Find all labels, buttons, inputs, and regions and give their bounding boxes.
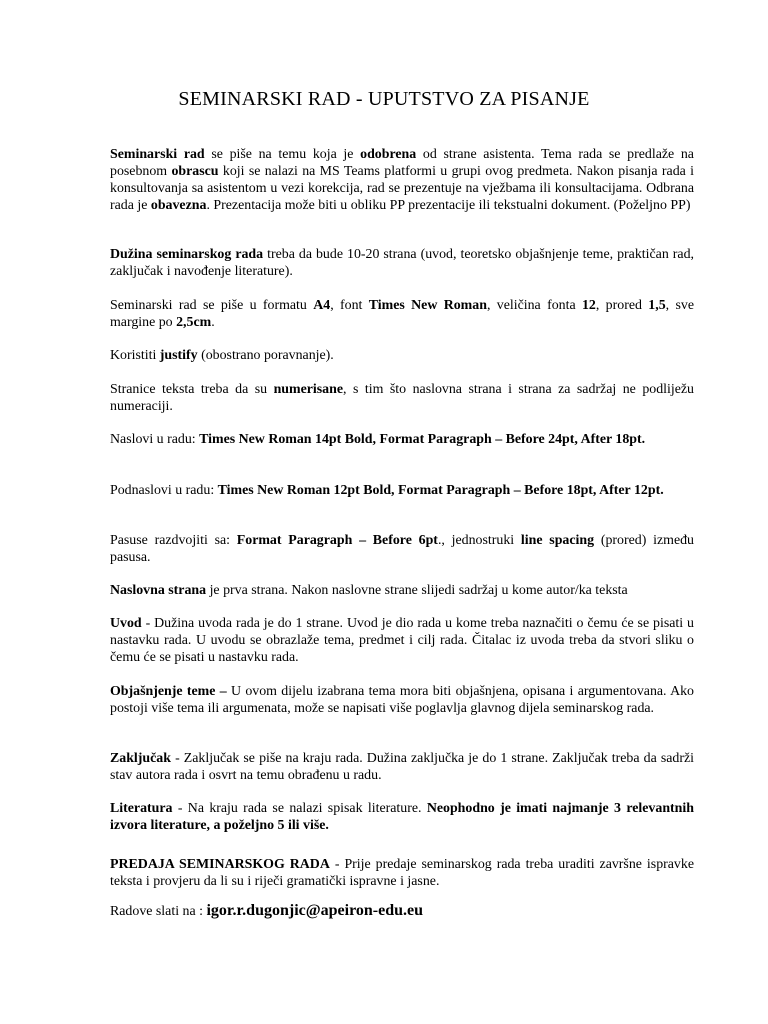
- text-run: se piše na temu koja je: [204, 147, 361, 162]
- submission-label: Radove slati na :: [110, 904, 207, 919]
- text-run: Podnaslovi u radu:: [110, 483, 218, 498]
- text-run: - Na kraju rada se nalazi spisak literature.: [172, 801, 427, 816]
- text-run: treba da bude 10-20 strana (uvod, teoretsko objašnjenje teme, praktičan rad, zaključak i navođenje literature).: [110, 247, 694, 279]
- text-run: , veličina fonta: [486, 298, 582, 313]
- text-run: , font: [330, 298, 369, 313]
- paragraph-submission: [110, 856, 694, 890]
- paragraph-length: [110, 246, 694, 280]
- text-run: - Zaključak se piše na kraju rada. Dužina zaključka je do 1 strane. Zaključak treba da sadrži stav autora rada i osvrt na temu obrađenu u radu.: [110, 751, 694, 783]
- text-run: - Prije predaje seminarskog rada treba uraditi završne ispravke teksta i provjeru da li su i riječi gramatički ispravne i jasne.: [110, 857, 694, 889]
- paragraph-intro: [110, 146, 694, 214]
- text-run: .: [211, 315, 215, 330]
- paragraph-headings: [110, 431, 694, 448]
- text-run: (obostrano poravnanje).: [197, 348, 334, 363]
- text-run: Seminarski rad: [110, 147, 205, 162]
- text-run: od strane asistenta. Tema rada se predlaže na posebnom: [110, 147, 694, 179]
- text-run: line spacing: [520, 533, 595, 548]
- text-run: 1,5: [648, 298, 666, 313]
- submission-line: [110, 902, 694, 920]
- paragraph-subheadings: [110, 482, 694, 499]
- text-run: Naslovna strana: [110, 583, 207, 598]
- text-run: Pasuse razdvojiti sa:: [110, 533, 237, 548]
- text-run: Format Paragraph – Before 6pt: [236, 533, 438, 548]
- text-run: Dužina seminarskog rada: [110, 247, 264, 262]
- paragraph-topic-explanation: [110, 683, 694, 717]
- paragraph-numbering: [110, 381, 694, 415]
- text-run: - Dužina uvoda rada je do 1 strane. Uvod je dio rada u kome treba naznačiti o čemu će se pisati u nastavku rada. U uvodu se obrazlaže tema, predmet i cilj rada. Čitalac iz uvoda treba da stvori sliku o čemu će se pisati u nastavku rada.: [110, 616, 694, 665]
- text-run: (prored) između pasusa.: [110, 533, 694, 565]
- text-run: obavezna: [150, 198, 207, 213]
- text-run: Times New Roman: [368, 298, 487, 313]
- text-run: koji se nalazi na MS Teams platformi u grupi ovog predmeta. Nakon pisanja rada i konsultovanja sa asistentom u vezi korekcija, rad se prezentuje na vježbama ili konsultacijama. Odbrana rada je: [110, 164, 694, 213]
- text-run: PREDAJA SEMINARSKOG RADA: [110, 857, 330, 872]
- text-run: 12: [581, 298, 596, 313]
- text-run: Times New Roman 14pt Bold, Format Paragraph – Before 24pt, After 18pt.: [199, 432, 646, 447]
- paragraph-literature: [110, 800, 694, 834]
- text-run: –: [215, 684, 231, 699]
- text-run: , s tim što naslovna strana i strana za sadržaj ne podliježu numeraciji.: [110, 382, 695, 414]
- text-run: Koristiti: [110, 348, 160, 363]
- document-title: SEMINARSKI RAD - UPUTSTVO ZA PISANJE: [178, 88, 590, 110]
- paragraph-format: [110, 297, 694, 331]
- paragraph-spacing: [110, 532, 694, 566]
- text-run: Uvod: [110, 616, 142, 631]
- text-run: A4: [313, 298, 331, 313]
- paragraph-intro-section: [110, 615, 694, 666]
- submission-email: igor.r.dugonjic@apeiron-edu.eu: [206, 902, 423, 919]
- text-run: Seminarski rad se piše u formatu: [110, 298, 314, 313]
- text-run: Literatura: [110, 801, 173, 816]
- text-run: je prva strana. Nakon naslovne strane slijedi sadržaj u kome autor/ka teksta: [206, 583, 628, 598]
- text-run: ., jednostruki: [437, 533, 521, 548]
- text-run: numerisane: [273, 382, 344, 397]
- text-run: 2,5cm: [176, 315, 212, 330]
- text-run: Neophodno je imati najmanje 3 relevantnih izvora literature, a poželjno 5 ili više.: [110, 801, 694, 833]
- paragraph-title-page: [110, 582, 694, 599]
- text-run: Naslovi u radu:: [110, 432, 200, 447]
- text-run: , prored: [595, 298, 649, 313]
- paragraph-justify: [110, 347, 694, 364]
- text-run: Times New Roman 12pt Bold, Format Paragraph – Before 18pt, After 12pt.: [217, 483, 664, 498]
- text-run: Zaključak: [110, 751, 171, 766]
- text-run: odobrena: [360, 147, 417, 162]
- text-run: , sve margine po: [110, 298, 695, 330]
- paragraph-conclusion: [110, 750, 694, 784]
- text-run: obrascu: [171, 164, 219, 179]
- text-run: Objašnjenje teme: [110, 684, 216, 699]
- text-run: Stranice teksta treba da su: [110, 382, 274, 397]
- text-run: U ovom dijelu izabrana tema mora biti objašnjena, opisana i argumentovana. Ako postoji više tema ili argumenata, može se napisati više poglavlja glavnog dijela seminarskog rada.: [110, 684, 695, 716]
- text-run: justify: [159, 348, 198, 363]
- text-run: . Prezentacija može biti u obliku PP prezentacije ili tekstualni dokument. (Poželjno PP): [206, 198, 691, 213]
